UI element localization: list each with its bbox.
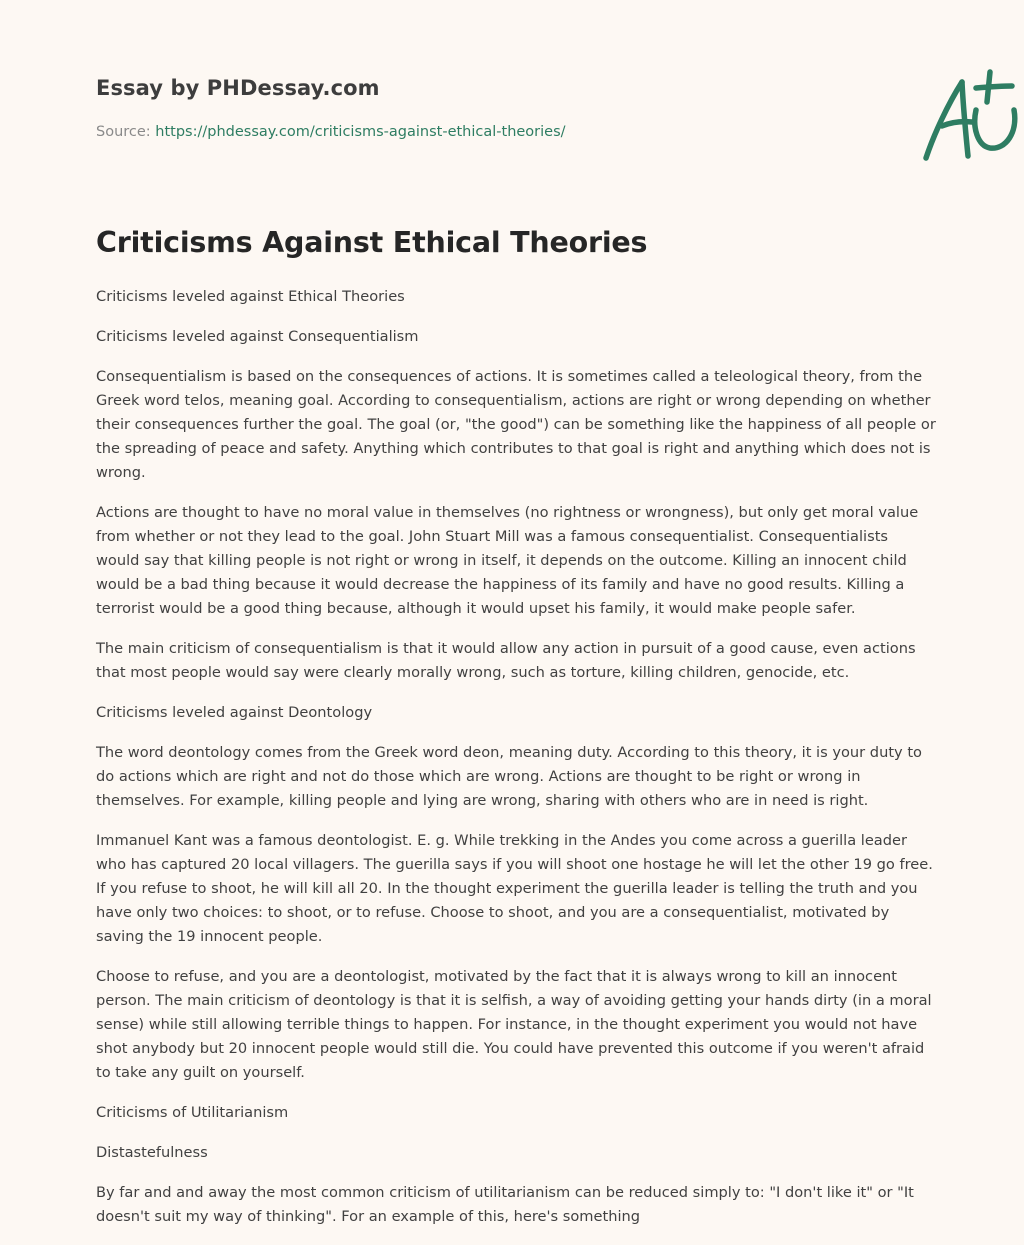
- paragraph: Criticisms leveled against Deontology: [96, 704, 373, 721]
- paragraph: By far and and away the most common criticism of utilitarianism can be reduced simply to: "I don't like it" or "It doesn't suit my way of thinking". For an example of this, here's something: [96, 1184, 914, 1225]
- paragraph: Criticisms leveled against Consequentialism: [96, 328, 419, 345]
- paragraph: Actions are thought to have no moral value in themselves (no rightness or wrongness), but only get moral value from whether or not they lead to the goal. John Stuart Mill was a famous consequentialist. Consequentialists would say that killing people is not right or wrong in itself, it depends on the outcome. Killing an innocent child would be a bad thing because it would decrease the happiness of its family and have no good results. Killing a terrorist would be a good thing because, although it would upset his family, it would make people safer.: [96, 504, 919, 617]
- source-label: Source:: [96, 124, 151, 140]
- source-link[interactable]: https://phdessay.com/criticisms-against-ethical-theories/: [155, 124, 566, 140]
- paragraph: Criticisms of Utilitarianism: [96, 1104, 289, 1121]
- essay-body: [96, 285, 936, 1245]
- site-name: Essay by PHDessay.com: [96, 76, 380, 100]
- source-line: [96, 124, 566, 140]
- paragraph: The main criticism of consequentialism is that it would allow any action in pursuit of a good cause, even actions that most people would say were clearly morally wrong, such as torture, killing children, genocide, etc.: [96, 640, 916, 681]
- paragraph: Choose to refuse, and you are a deontologist, motivated by the fact that it is always wrong to kill an innocent person. The main criticism of deontology is that it is selfish, a way of avoiding getting your hands dirty (in a moral sense) while still allowing terrible things to happen. For instance, in the thought experiment you would not have shot anybody but 20 innocent people would still die. You could have prevented this outcome if you weren't afraid to take any guilt on yourself.: [96, 968, 932, 1081]
- paragraph: Criticisms leveled against Ethical Theories: [96, 288, 405, 305]
- paragraph: The word deontology comes from the Greek word deon, meaning duty. According to this theory, it is your duty to do actions which are right and not do those which are wrong. Actions are thought to be right or wrong in themselves. For example, killing people and lying are wrong, sharing with others who are in need is right.: [96, 744, 922, 809]
- paragraph: Immanuel Kant was a famous deontologist. E. g. While trekking in the Andes you come across a guerilla leader who has captured 20 local villagers. The guerilla says if you will shoot one hostage he will let the other 19 go free. If you refuse to shoot, he will kill all 20. In the thought experiment the guerilla leader is telling the truth and you have only two choices: to shoot, or to refuse. Choose to shoot, and you are a consequentialist, motivated by saving the 19 innocent people.: [96, 832, 933, 945]
- paragraph: Distastefulness: [96, 1144, 208, 1161]
- essay-title: Criticisms Against Ethical Theories: [96, 226, 648, 259]
- paragraph: Consequentialism is based on the consequences of actions. It is sometimes called a teleological theory, from the Greek word telos, meaning goal. According to consequentialism, actions are right or wrong depending on whether their consequences further the goal. The goal (or, "the good") can be something like the happiness of all people or the spreading of peace and safety. Anything which contributes to that goal is right and anything which does not is wrong.: [96, 368, 936, 481]
- a-plus-logo-icon: [918, 66, 1024, 166]
